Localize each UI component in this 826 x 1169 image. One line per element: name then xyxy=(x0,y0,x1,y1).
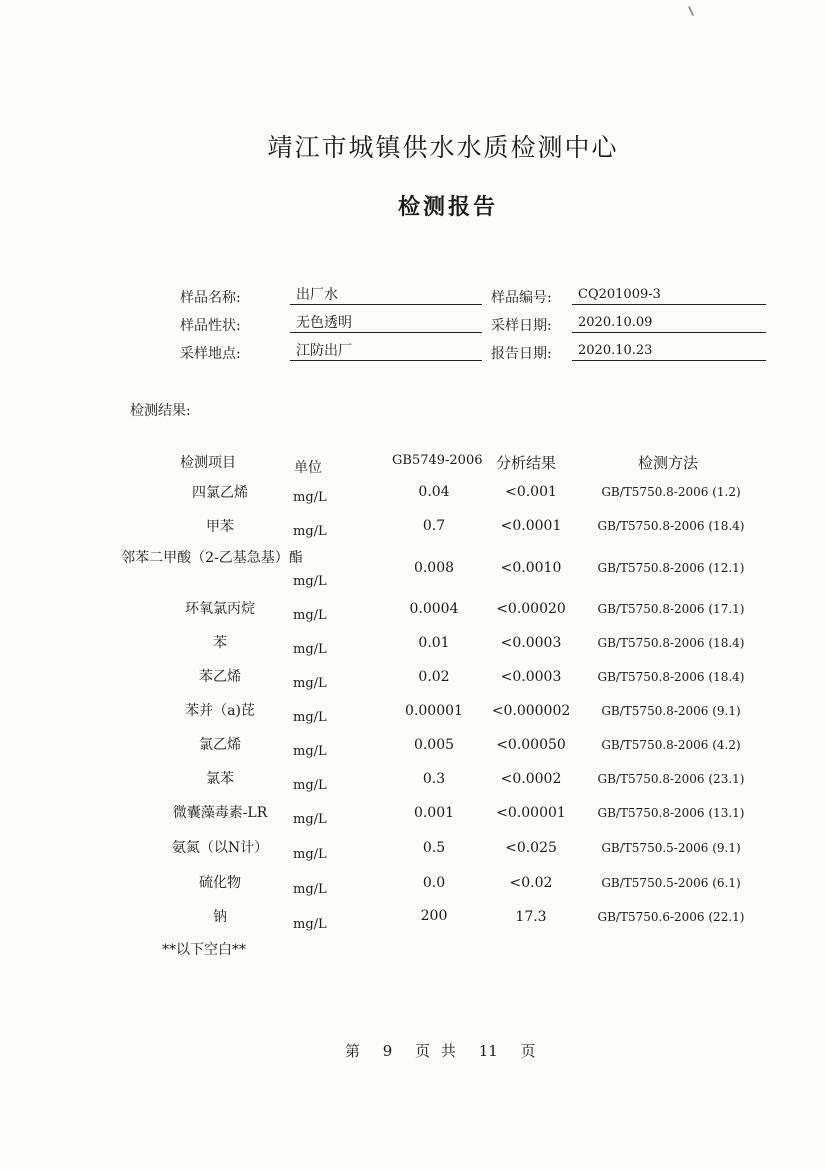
row-result: <0.0010 xyxy=(500,560,562,576)
row-item: 硫化物 xyxy=(199,875,241,891)
row-method: GB/T5750.5-2006 (6.1) xyxy=(601,876,741,890)
row-method: GB/T5750.8-2006 (12.1) xyxy=(597,561,745,575)
table-row xyxy=(0,482,826,516)
row-method: GB/T5750.8-2006 (18.4) xyxy=(597,519,745,533)
column-header-unit: 单位 xyxy=(294,460,322,476)
page-number xyxy=(345,1040,548,1061)
sample-number-value: CQ201009-3 xyxy=(572,285,766,305)
row-item: 甲苯 xyxy=(206,519,234,535)
row-method: GB/T5750.6-2006 (22.1) xyxy=(597,910,745,924)
table-row xyxy=(0,734,826,768)
row-limit: 0.7 xyxy=(422,518,446,534)
row-method: GB/T5750.8-2006 (18.4) xyxy=(597,670,745,684)
row-limit: 0.04 xyxy=(418,484,450,500)
row-limit: 0.3 xyxy=(422,771,446,787)
table-row xyxy=(0,598,826,632)
sample-state-value: 无色透明 xyxy=(290,313,482,333)
row-unit: mg/L xyxy=(293,676,327,691)
row-item: 环氧氯丙烷 xyxy=(185,601,255,617)
row-item: 苯并（a)芘 xyxy=(185,703,255,719)
table-row xyxy=(0,666,826,700)
row-result: <0.00050 xyxy=(496,737,566,753)
table-row xyxy=(0,802,826,836)
row-unit: mg/L xyxy=(293,917,327,932)
sample-state-label: 样品性状: xyxy=(180,318,241,334)
row-limit: 0.001 xyxy=(413,805,455,821)
row-method: GB/T5750.5-2006 (9.1) xyxy=(601,841,741,855)
report-date-label: 报告日期: xyxy=(491,346,552,362)
row-result: <0.0003 xyxy=(500,669,562,685)
sampling-location-label: 采样地点: xyxy=(180,346,241,362)
column-header-result: 分析结果 xyxy=(496,454,557,472)
row-unit: mg/L xyxy=(293,608,327,623)
row-unit: mg/L xyxy=(293,882,327,897)
sampling-location-value: 江防出厂 xyxy=(290,341,482,361)
row-unit: mg/L xyxy=(293,778,327,793)
row-unit: mg/L xyxy=(293,744,327,759)
column-header-method: 检测方法 xyxy=(638,454,699,472)
table-row xyxy=(0,548,826,596)
organization-title: 靖江市城镇供水水质检测中心 xyxy=(267,133,619,162)
row-item: 苯 xyxy=(213,635,227,651)
row-result: 17.3 xyxy=(515,909,547,925)
row-result: <0.00020 xyxy=(496,601,566,617)
row-unit: mg/L xyxy=(293,524,327,539)
row-item: 钠 xyxy=(213,909,227,925)
row-method: GB/T5750.8-2006 (18.4) xyxy=(597,636,745,650)
blank-note: **以下空白** xyxy=(162,942,246,958)
row-method: GB/T5750.8-2006 (17.1) xyxy=(597,602,745,616)
table-row xyxy=(0,837,826,871)
row-item: 苯乙烯 xyxy=(199,669,241,685)
row-unit: mg/L xyxy=(293,812,327,827)
row-result: <0.0002 xyxy=(500,771,562,787)
results-section-label: 检测结果: xyxy=(130,403,191,419)
row-result: <0.0003 xyxy=(500,635,562,651)
page-total: 11 xyxy=(478,1042,498,1060)
row-result: <0.00001 xyxy=(496,805,566,821)
row-item: 氯苯 xyxy=(206,771,234,787)
row-unit: mg/L xyxy=(293,710,327,725)
row-item: 氯乙烯 xyxy=(199,737,241,753)
row-method: GB/T5750.8-2006 (23.1) xyxy=(597,772,745,786)
page-mid: 页 共 xyxy=(415,1042,456,1060)
table-row xyxy=(0,872,826,906)
table-row xyxy=(0,700,826,734)
sample-name-label: 样品名称: xyxy=(180,290,241,306)
row-method: GB/T5750.8-2006 (1.2) xyxy=(601,485,741,499)
row-unit: mg/L xyxy=(293,642,327,657)
row-limit: 0.00001 xyxy=(405,703,463,719)
row-limit: 0.02 xyxy=(418,669,450,685)
row-limit: 200 xyxy=(420,908,448,924)
scan-artifact xyxy=(688,6,694,16)
sample-name-value: 出厂水 xyxy=(290,285,482,305)
row-method: GB/T5750.8-2006 (4.2) xyxy=(601,738,741,752)
sampling-date-value: 2020.10.09 xyxy=(572,313,766,333)
table-row xyxy=(0,906,826,940)
column-header-item: 检测项目 xyxy=(180,455,236,471)
column-header-limit: GB5749-2006 xyxy=(392,453,483,468)
table-row xyxy=(0,516,826,550)
row-limit: 0.0 xyxy=(422,875,446,891)
row-result: <0.025 xyxy=(505,840,557,856)
row-item: 微囊藻毒素-LR xyxy=(172,805,268,821)
row-method: GB/T5750.8-2006 (13.1) xyxy=(597,806,745,820)
row-item: 氨氮（以N计） xyxy=(171,840,269,856)
row-method: GB/T5750.8-2006 (9.1) xyxy=(601,704,741,718)
sampling-date-label: 采样日期: xyxy=(491,318,552,334)
row-unit: mg/L xyxy=(293,490,327,505)
row-limit: 0.5 xyxy=(422,840,446,856)
page-suffix: 页 xyxy=(520,1042,536,1060)
row-limit: 0.005 xyxy=(413,737,455,753)
report-title: 检测报告 xyxy=(397,194,498,220)
row-unit: mg/L xyxy=(293,847,327,862)
row-limit: 0.0004 xyxy=(409,601,459,617)
sample-number-label: 样品编号: xyxy=(491,290,552,306)
row-result: <0.0001 xyxy=(500,518,562,534)
table-row xyxy=(0,632,826,666)
row-result: <0.02 xyxy=(509,875,553,891)
report-date-value: 2020.10.23 xyxy=(572,341,766,361)
table-row xyxy=(0,768,826,802)
page-prefix: 第 xyxy=(345,1042,361,1060)
row-item: 邻苯二甲酸（2-乙基急基）酯 xyxy=(121,550,303,566)
row-result: <0.001 xyxy=(505,484,557,500)
row-item: 四氯乙烯 xyxy=(192,485,248,501)
row-limit: 0.008 xyxy=(413,560,455,576)
row-unit: mg/L xyxy=(293,574,327,589)
row-result: <0.000002 xyxy=(491,703,571,719)
row-limit: 0.01 xyxy=(418,635,450,651)
page-current: 9 xyxy=(382,1042,393,1060)
